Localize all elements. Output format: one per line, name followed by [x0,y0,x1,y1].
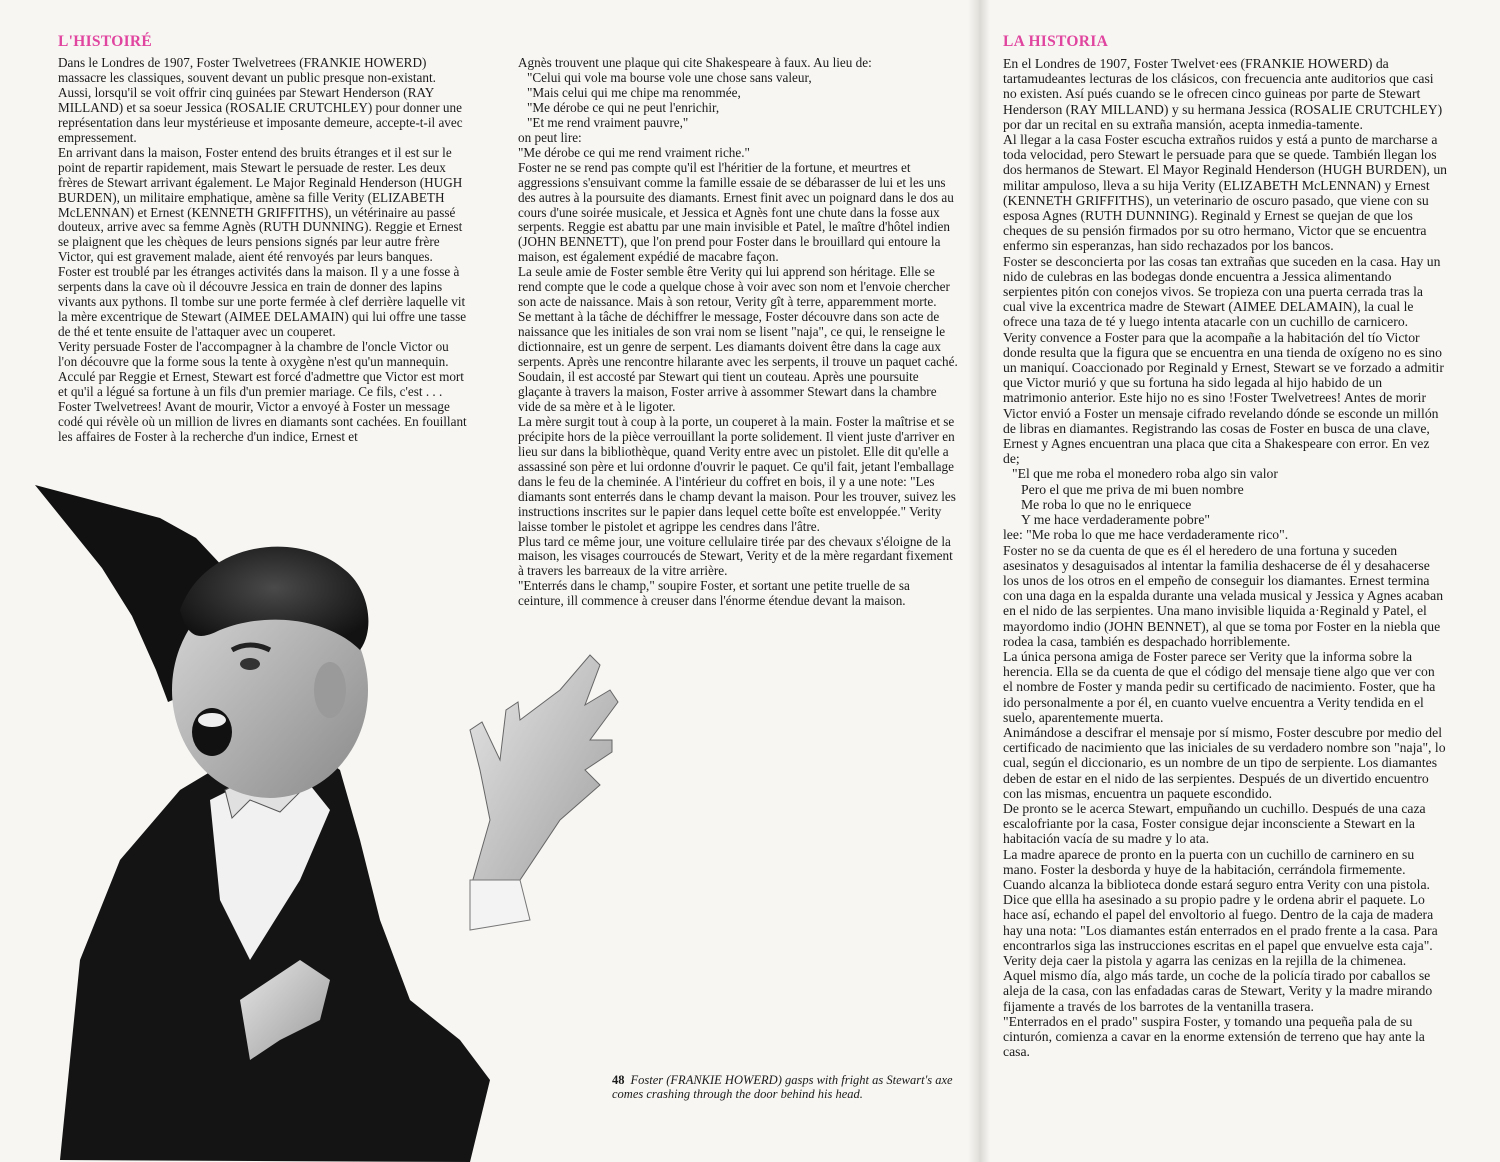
french-paragraph: Se mettant à la tâche de déchiffrer le message, Foster découvre dans son acte de naissance que les initiales de son vrai nom se lisent "naja", ce qui, le renseigne le dictionnaire, est un genre de serpent. Les diamants doivent être dans la cage aux serpents. Après une rencontre hilarante avec les serpents, il trouve un paquet caché. [518,309,958,370]
spanish-paragraph: De pronto se le acerca Stewart, empuñando un cuchillo. Después de una caza escalofriante por la casa, Foster consigue dejar inconsciente a Stewart en la habitación vacía de su madre y lo ata. [1003,800,1426,847]
french-paragraph: Foster est troublé par les étranges activités dans la maison. Il y a une fosse à serpents dans la cave où il découvre Jessica en train de donner des lapins vivants aux pythons. Il tombe sur une porte fermée à clef derrière laquelle vit la mère excentrique de Stewart (AIMEE DELAMAIN) qui lui offre une tasse de thé et tente ensuite de l'attaquer avec un couperet. [58,264,467,340]
spanish-quote-line: Pero el que me priva de mi buen nombre [1021,481,1244,497]
spanish-quote-line: Y me hace verdaderamente pobre" [1021,512,1210,528]
actor-photo [0,440,620,1162]
french-paragraph: La seule amie de Foster semble être Verity qui lui apprend son héritage. Elle se rend compte que le code a quelque chose à voir avec son nom et l'envoie chercher son acte de naissance. Mais à son retour, Verity gît à terre, apparemment morte. [518,264,950,310]
page-gutter [968,0,990,1162]
page-number: 48 [612,1073,625,1087]
french-paragraph: En arrivant dans la maison, Foster entend des bruits étranges et il est sur le point de repartir rapidement, mais Stewart le persuade de rester. Les deux frères de Stewart arrivant également. Le Major Reginald Henderson (HUGH BURDEN), un militaire emphatique, amène sa fille Verity (ELIZABETH McLENNAN) et Ernest (KENNETH GRIFFITHS), un vétérinaire au passé douteux, arrive avec sa femme Agnès (RUTH DUNNING). Reggie et Ernest se plaignent que les chèques de leurs pensions signés par leur autre frère Victor, qui est gravement malade, aient été renvoyés par leurs banques. [58,144,463,265]
spanish-paragraph: Verity convence a Foster para que la acompañe a la habitación del tío Victor donde resulta que la figura que se encuentra en una tienda de oxígeno no es sino un maniquí. Coaccionado por Reginald y Ernest, Stewart se ve forzado a admitir que Victor murió y que su fortuna ha sido legada al hijo habido de un matrimonio anterior. Este hijo no es sino !Foster Twelvetrees! Antes de morir Victor envió a Foster un mensaje cifrado revelando dónde se esconde un millón de libras en diamantes. Registrando las cosas de Foster en busca de una clave, Ernest y Agnes encuentran una placa que cita a Shakespeare con error. En vez de; [1003,329,1444,467]
french-paragraph: "Me dérobe ce qui me rend vraiment riche." [518,144,750,160]
shirt-cuff [470,880,530,930]
french-paragraph: Agnès trouvent une plaque qui cite Shakespeare à faux. Au lieu de: [518,55,872,70]
french-heading: L'HISTOIRÉ [58,33,153,50]
french-paragraph: on peut lire: [518,129,582,145]
spanish-paragraph: La madre aparece de pronto en la puerta con un cuchillo de carninero en su mano. Foster la desborda y huye de la habitación, cerrándola firmemente. Cuando alcanza la biblioteca donde estará seguro entra Verity con una pistola. Dice que ellla ha asesinado a su propio padre y le ordena abrir el paquete. Lo hace así, echando el papel del envoltorio al fuego. Dentro de la caja de madera hay una nota: "Los diamantes están enterrados en el prado frente a la casa. Para encontrarlos siga las instrucciones escritas en el papel que envuelve esta caja". Verity deja caer la pistola y agarra las cenizas en la rejilla de la chimenea. [1003,846,1438,968]
french-paragraph: Verity persuade Foster de l'accompagner à la chambre de l'oncle Victor ou l'on découvre que la forme sous la tente à oxygène n'est qu'un mannequin. Acculé par Reggie et Ernest, Stewart est forcé d'admettre que Victor est mort et qu'il a légué sa fortune à un fils d'un premier mariage. Ce fils, c'est . . . Foster Twelvetrees! Avant de mourir, Victor a envoyé à Foster un message codé qui révèle où un million de livres en diamants sont cachées. En fouillant les affaires de Foster à la recherche d'un indice, Ernest et [58,339,467,444]
french-paragraph: La mère surgit tout à coup à la porte, un couperet à la main. Foster la maîtrise et se précipite hors de la pièce verrouillant la porte solidement. Il vient juste d'arriver en lieu sur dans la bibliothèque, quand Verity entre avec un pistolet. Elle dit qu'elle a assassiné son père et lui ordonne d'ouvrir le paquet. Ce qu'il fait, jetant l'emballage dans le feu de la cheminée. A l'intérieur du coffret en bois, il y a une note: "Les diamants sont enterrés dans le champ devant la maison. Pour les trouver, suivez les instructions inscrites sur le papier dans lequel cette boîte est enveloppée." Verity laisse tomber le pistolet et agrippe les cendres dans l'âtre. [518,413,956,534]
french-paragraph: "Enterrés dans le champ," soupire Foster, et sortant une petite truelle de sa ceinture, ill commence à creuser dans l'énorme étendue devant la maison. [518,578,910,609]
raised-hand [470,655,618,910]
spanish-paragraph: La única persona amiga de Foster parece ser Verity que la informa sobre la herencia. Ella se da cuenta de que el código del mensaje tiene algo que ver con el nombre de Foster y manda pedir su certificado de nacimiento. Foster, que ha ido personalmente a por él, en cuanto vuelve encuentra a Verity tendida en el suelo, aparentemente muerta. [1003,648,1436,725]
caption-text: Foster (FRANKIE HOWERD) gasps with fright as Stewart's axe comes crashing through the door behind his head. [612,1073,953,1101]
spanish-paragraph: Al llegar a la casa Foster escucha extraños ruidos y está a punto de marcharse a toda velocidad, pero Stewart le persuade para que se quede. También llegan los dos hermanos de Stewart. El Mayor Reginald Henderson (HUGH BURDEN), un militar ampuloso, lleva a su hija Verity (ELIZABETH McLENNAN) y Ernest (KENNETH GRIFFITHS), un veterinario de oscuro pasado, que viene con su esposa Agnes (RUTH DUNNING). Reginald y Ernest se quejan de que los cheques de su pensión firmados por su otro hermano, Victor que se encuentra enfermo sin esperanzas, han sido rechazados por los bancos. [1003,132,1448,254]
spanish-heading: LA HISTORIA [1003,33,1109,50]
french-column-1 [58,56,470,445]
spanish-quote-line: "El que me roba el monedero roba algo sin valor [1012,466,1278,482]
photo-caption [612,1073,972,1101]
spanish-paragraph: Animándose a descifrar el mensaje por sí mismo, Foster descubre por medio del certificado de nacimiento que las iniciales de su verdadero nombre son "naja", lo cual, según el diccionario, es un nombre de un tipo de serpiente. Los diamantes deben de estar en el nido de las serpientes. Después de un divertido encuentro con las mismas, encuentra un paquete escondido. [1003,724,1446,801]
spanish-paragraph: Aquel mismo día, algo más tarde, un coche de la policía tirado por caballos se aleja de la casa, con las enfadadas caras de Stewart, Verity y la madre mirando fijamente a través de los barrotes de la ventanilla trasera. [1003,968,1433,1014]
french-paragraph: Foster ne se rend pas compte qu'il est l'héritier de la fortune, et meurtres et aggressions s'ensuivant comme la famille essaie de se débarasser de lui et les uns des autres à la poursuite des diamants. Ernest finit avec un poignard dans le dos au cours d'une soirée musicale, et Jessica et Agnès font une chute dans la fosse aux serpents. Reggie est abattu par une main invisible et Patel, le maître d'hôtel indien (JOHN BENNETT), que l'on prend pour Foster dans le brouillard qui entoure la maison, est également expédié de macabre façon. [518,159,954,265]
french-quote-line: "Et me rend vraiment pauvre," [527,114,689,130]
spanish-paragraph: lee: "Me roba lo que me hace verdaderamente rico". [1003,527,1289,543]
french-paragraph: Soudain, il est accosté par Stewart qui tient un couteau. Après une poursuite glaçante à travers la maison, Foster arrive à assommer Stewart dans la chambre vide de sa mère et à le ligoter. [518,369,937,414]
french-paragraph: Dans le Londres de 1907, Foster Twelvetrees (FRANKIE HOWERD) massacre les classiques, souvent devant un public presque non-existant. Aussi, lorsqu'il se voit offrir cinq guinées par Stewart Henderson (RAY MILLAND) et sa soeur Jessica (ROSALIE CRUTCHLEY) pour donner une représentation dans leur mystérieuse et imposante demeure, accepte-t-il avec empressement. [58,55,463,145]
french-paragraph: Plus tard ce même jour, une voiture cellulaire tirée par des chevaux s'éloigne de la maison, les visages courroucés de Stewart, Verity et de la mère regardant fixement à travers les barreaux de la vitre arrière. [518,533,953,579]
french-quote-line: "Mais celui qui me chipe ma renommée, [527,84,741,100]
spanish-paragraph: "Enterrados en el prado" suspira Foster, y tomando una pequeña pala de su cinturón, comienza a cavar en la enorme extensión de terreno que hay ante la casa. [1003,1013,1425,1060]
spanish-paragraph: En el Londres de 1907, Foster Twelvet·ees (FRANKIE HOWERD) da tartamudeantes lecturas de los clásicos, con frecuencia ante auditorios que casi no existen. Así pués cuando se le ofrecen cinco guineas por parte de Stewart Henderson (RAY MILLAND) y su hermana Jessica (ROSALIE CRUTCHLEY) por dar un recital en su extraña mansión, acepta inmedia-tamente. [1003,56,1443,132]
spanish-quote-line: Me roba lo que no le enriquece [1021,496,1192,512]
spanish-paragraph: Foster no se da cuenta de que es él el heredero de una fortuna y suceden asesinatos y desaguisados al intentar la familia deshacerse de él y desahacerse los unos de los otros en el empeño de conseguir los diamantes. Ernest termina con una daga en la espalda durante una velada musical y Jessica y Agnes acaban en el nido de las serpientes. Una mano invisible liquida a·Reginald y Patel, el mayordomo indio (JOHN BENNET), al que se toma por Foster en la niebla que rodea la casa, también es despachado horriblemente. [1003,542,1444,649]
french-quote-line: "Celui qui vole ma bourse vole une chose sans valeur, [527,69,812,85]
french-quote-line: "Me dérobe ce qui ne peut l'enrichir, [527,99,720,115]
spanish-column [1003,56,1447,1059]
spanish-paragraph: Foster se desconcierta por las cosas tan extrañas que suceden en la casa. Hay un nido de culebras en las bodegas donde encuentra a Jessica alimentando serpientes pitón con conejos vivos. Se tropieza con una puerta cerrada tras la cual vive la excentrica madre de Stewart (AIMEE DELAMAIN), la cual le ofrece una taza de té y luego intenta atacarle con un cuchillo de carnicero. [1003,253,1441,330]
